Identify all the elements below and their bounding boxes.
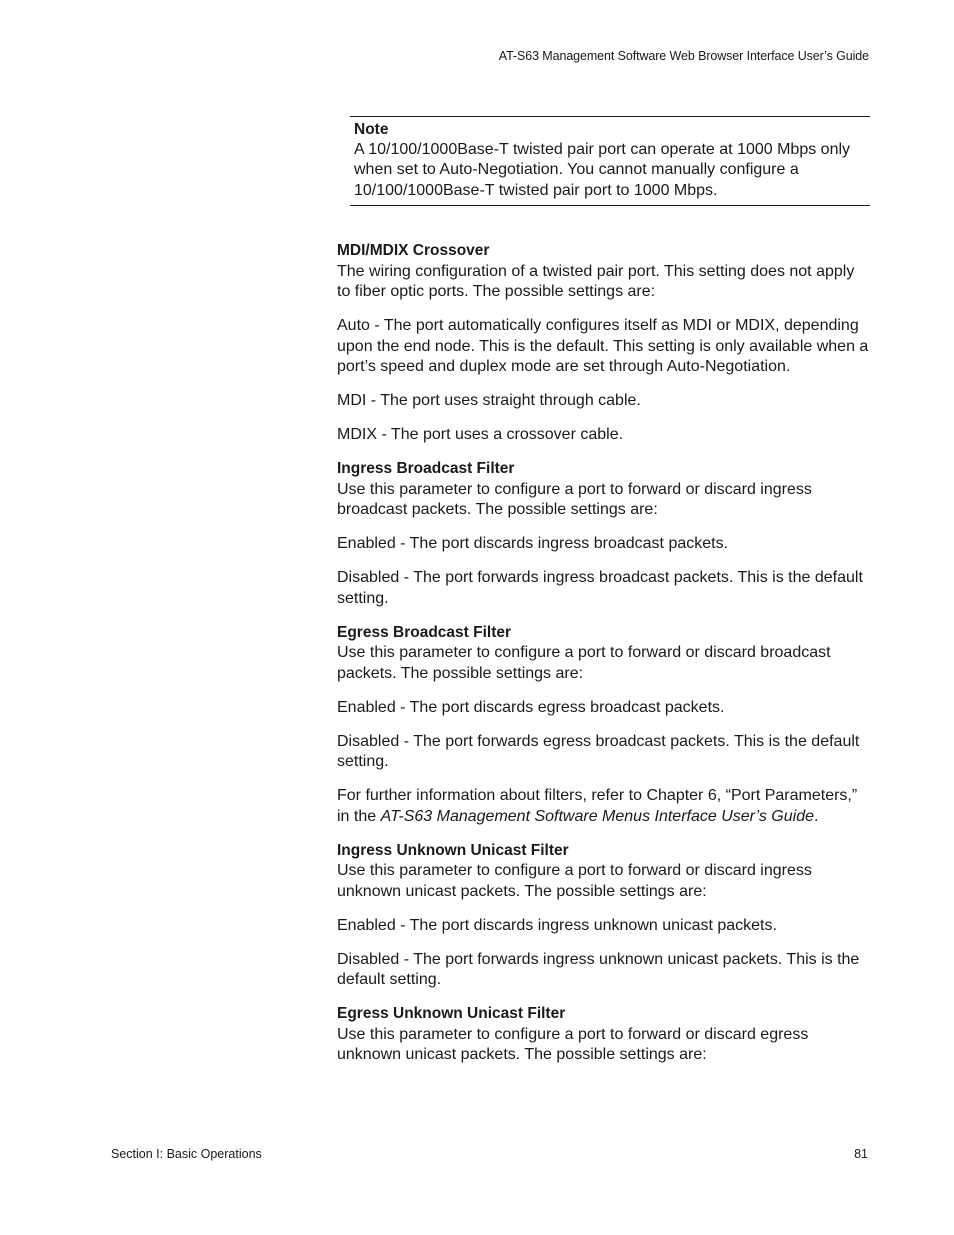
section-egress-unicast	[337, 1004, 869, 1066]
section-egress-broadcast	[337, 623, 869, 685]
setting-mdi: MDI - The port uses straight through cable.	[337, 392, 641, 409]
section-intro: Use this parameter to configure a port to forward or discard broadcast packets. The possible settings are:	[337, 644, 831, 682]
footer-page-number: 81	[854, 1147, 868, 1161]
section-intro: Use this parameter to configure a port to forward or discard egress unknown unicast packets. The possible settings are:	[337, 1025, 809, 1063]
further-info-end: .	[814, 807, 819, 825]
running-header: AT-S63 Management Software Web Browser Interface User’s Guide	[498, 49, 869, 63]
setting-enabled: Enabled - The port discards ingress broadcast packets.	[337, 535, 729, 552]
section-heading: Ingress Broadcast Filter	[337, 460, 515, 477]
setting-mdix: MDIX - The port uses a crossover cable.	[337, 426, 624, 443]
section-ingress-broadcast	[337, 459, 869, 521]
setting-enabled: Enabled - The port discards egress broadcast packets.	[337, 698, 725, 716]
section-intro: Use this parameter to configure a port to forward or discard ingress broadcast packets. The possible settings are:	[337, 480, 812, 518]
section-heading: Ingress Unknown Unicast Filter	[337, 841, 569, 859]
setting-auto: Auto - The port automatically configures itself as MDI or MDIX, depending upon the end node. This is the default. This setting is only available when a port’s speed and duplex mode are set through Auto-Negotiation.	[337, 317, 869, 375]
note-body: A 10/100/1000Base-T twisted pair port can operate at 1000 Mbps only when set to Auto-Negotiation. You cannot manually configure a 10/100/1000Base-T twisted pair port to 1000 Mbps.	[354, 141, 851, 199]
setting-disabled: Disabled - The port forwards ingress broadcast packets. This is the default setting.	[337, 569, 863, 607]
section-intro: Use this parameter to configure a port to forward or discard ingress unknown unicast packets. The possible settings are:	[337, 862, 812, 900]
section-ingress-unicast	[337, 841, 869, 903]
section-heading: MDI/MDIX Crossover	[337, 242, 490, 259]
setting-enabled: Enabled - The port discards ingress unknown unicast packets.	[337, 916, 777, 934]
footer-section-label: Section I: Basic Operations	[111, 1147, 262, 1161]
setting-disabled: Disabled - The port forwards egress broadcast packets. This is the default setting.	[337, 732, 860, 770]
setting-disabled: Disabled - The port forwards ingress unknown unicast packets. This is the default setting.	[337, 950, 860, 988]
further-info-text: For further information about filters, refer to Chapter 6, “Port Parameters,” in the	[337, 787, 858, 825]
section-mdi-mdix	[337, 241, 869, 303]
section-heading: Egress Broadcast Filter	[337, 623, 512, 641]
book-title: AT-S63 Management Software Menus Interface User’s Guide	[380, 807, 814, 825]
note-title: Note	[354, 121, 389, 138]
further-info-paragraph	[337, 786, 869, 827]
main-content	[337, 241, 869, 1079]
section-heading: Egress Unknown Unicast Filter	[337, 1005, 566, 1022]
note-box	[350, 116, 870, 206]
section-intro: The wiring configuration of a twisted pair port. This setting does not apply to fiber optic ports. The possible settings are:	[337, 262, 855, 300]
